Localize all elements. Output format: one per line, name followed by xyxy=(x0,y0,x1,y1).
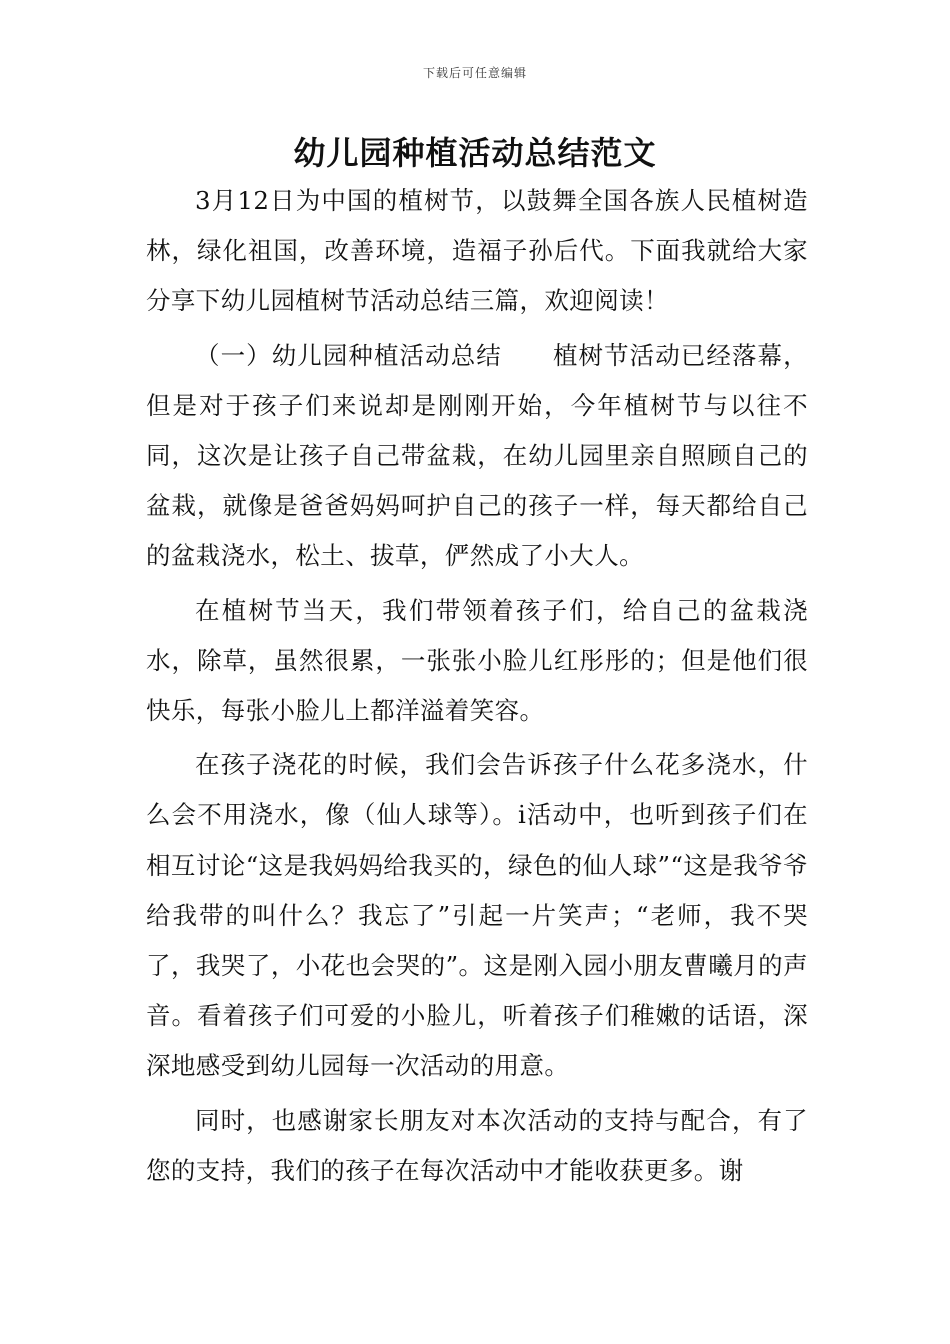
paragraph-section-one: （一）幼儿园种植活动总结 植树节活动已经落幕，但是对于孩子们来说却是刚刚开始，今年植树节与以往不同，这次是让孩子自己带盆栽，在幼儿园里亲自照顾自己的盆栽，就像是爸爸妈妈呵护自己的孩子一样，每天都给自己的盆栽浇水，松土、拔草，俨然成了小大人。 xyxy=(146,340,808,571)
paragraph-intro: 3月12日为中国的植树节，以鼓舞全国各族人民植树造林，绿化祖国，改善环境，造福子孙后代。下面我就给大家分享下幼儿园植树节活动总结三篇，欢迎阅读！ xyxy=(146,186,808,316)
document-body xyxy=(146,176,808,1200)
paragraph-thanks: 同时，也感谢家长朋友对本次活动的支持与配合，有了您的支持，我们的孩子在每次活动中才能收获更多。谢 xyxy=(146,1105,808,1185)
paragraph-watering: 在孩子浇花的时候，我们会告诉孩子什么花多浇水，什么会不用浇水，像（仙人球等）。i活动中，也听到孩子们在相互讨论“这是我妈妈给我买的，绿色的仙人球”“这是我爷爷给我带的叫什么？我忘了”引起一片笑声；“老师，我不哭了，我哭了，小花也会哭的”。这是刚入园小朋友曹曦月的声音。看着孩子们可爱的小脸儿，听着孩子们稚嫩的话语，深深地感受到幼儿园每一次活动的用意。 xyxy=(146,750,808,1081)
header-note: 下载后可任意编辑 xyxy=(422,66,527,80)
document-title: 幼儿园种植活动总结范文 xyxy=(293,134,657,172)
paragraph-tree-day: 在植树节当天，我们带领着孩子们，给自己的盆栽浇水，除草，虽然很累，一张张小脸儿红彤彤的；但是他们很快乐，每张小脸儿上都洋溢着笑容。 xyxy=(146,595,808,726)
